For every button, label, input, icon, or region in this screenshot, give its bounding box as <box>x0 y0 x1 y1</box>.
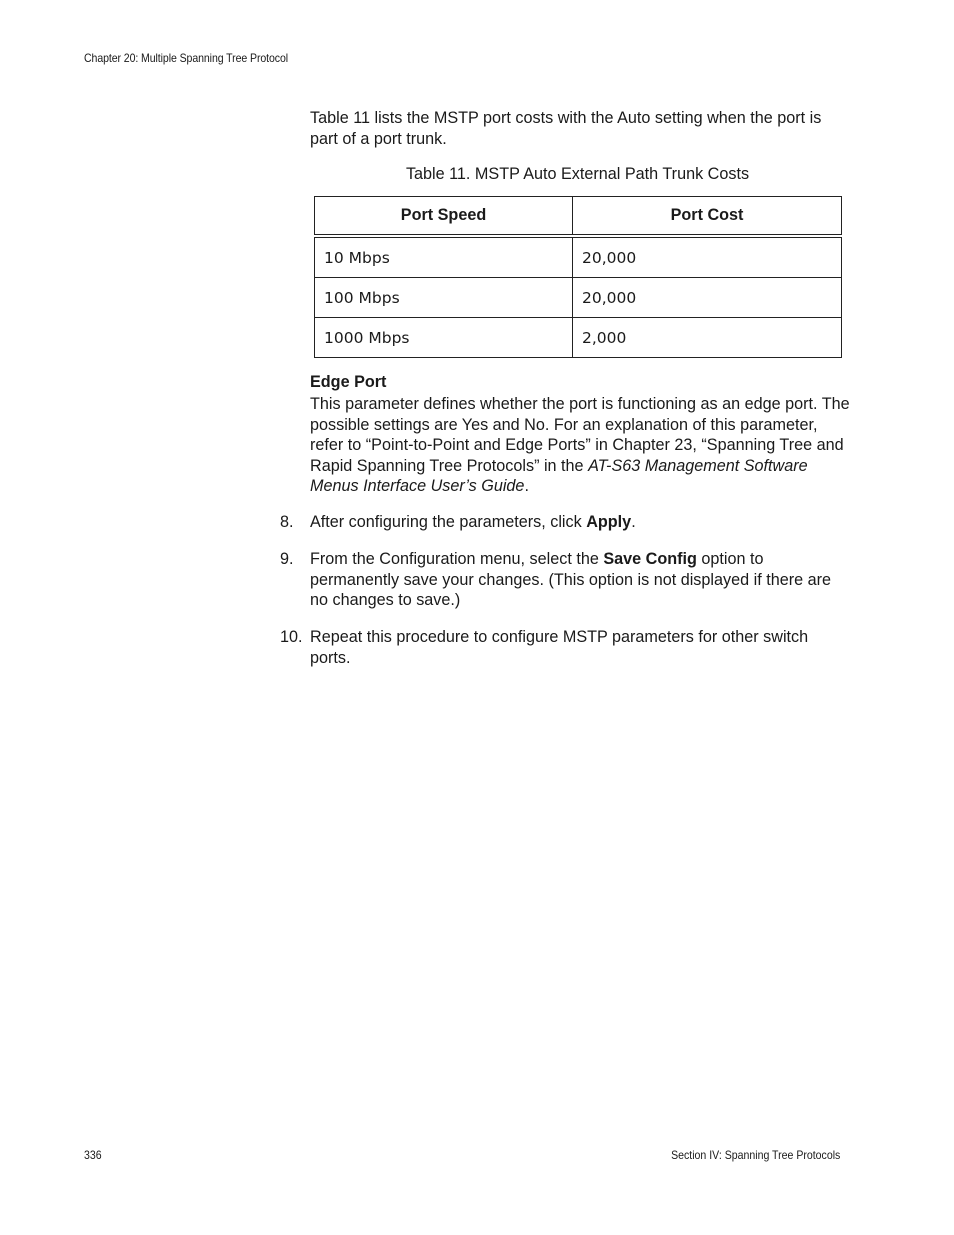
table-caption: Table 11. MSTP Auto External Path Trunk Costs <box>405 165 750 183</box>
save-config-label: Save Config <box>603 550 697 568</box>
intro-paragraph: Table 11 lists the MSTP port costs with the Auto setting when the port is part of a port trunk. <box>310 109 822 148</box>
step-text-after: option to permanently save your changes. (This option is not displayed if there are no changes to save.) <box>310 550 831 609</box>
step-number: 10. <box>280 628 303 646</box>
table-header-row <box>315 197 842 237</box>
port-speed-cell: 100 Mbps <box>315 278 573 318</box>
table-row <box>315 318 842 358</box>
step-text-after: . <box>631 513 636 531</box>
step-text <box>310 627 850 668</box>
step-number: 9. <box>280 550 294 568</box>
port-speed-cell: 10 Mbps <box>315 236 573 278</box>
trunk-cost-table <box>314 196 842 358</box>
port-cost-cell: 20,000 <box>573 236 842 278</box>
apply-label: Apply <box>586 513 632 531</box>
step-text-before: From the Configuration menu, select the <box>310 550 604 568</box>
step-text <box>310 512 850 533</box>
page-number: 336 <box>84 1148 102 1162</box>
column-header-port-cost: Port Cost <box>573 197 842 237</box>
step-text-before: Repeat this procedure to configure MSTP parameters for other switch ports. <box>310 628 809 667</box>
edge-port-heading: Edge Port <box>310 373 387 391</box>
step-number: 8. <box>280 513 294 531</box>
port-cost-cell: 20,000 <box>573 278 842 318</box>
column-header-port-speed: Port Speed <box>315 197 573 237</box>
port-speed-cell: 1000 Mbps <box>315 318 573 358</box>
page-header: Chapter 20: Multiple Spanning Tree Protocol <box>84 51 289 65</box>
step-text <box>310 549 850 611</box>
port-cost-cell: 2,000 <box>573 318 842 358</box>
table-row <box>315 236 842 278</box>
section-footer: Section IV: Spanning Tree Protocols <box>670 1148 840 1162</box>
step-text-before: After configuring the parameters, click <box>310 513 587 531</box>
guide-title: AT-S63 Management Software Menus Interface User’s Guide <box>310 456 808 495</box>
table-row <box>315 278 842 318</box>
edge-port-description <box>310 394 850 497</box>
edge-port-text-end: . <box>524 477 529 495</box>
edge-port-text: This parameter defines whether the port is functioning as an edge port. The possible settings are Yes and No. For an explanation of this parameter, refer to “Point-to-Point and Edge Ports” in Chapter 23, “Spanning Tree and Rapid Spanning Tree Protocols” in the <box>310 395 850 475</box>
